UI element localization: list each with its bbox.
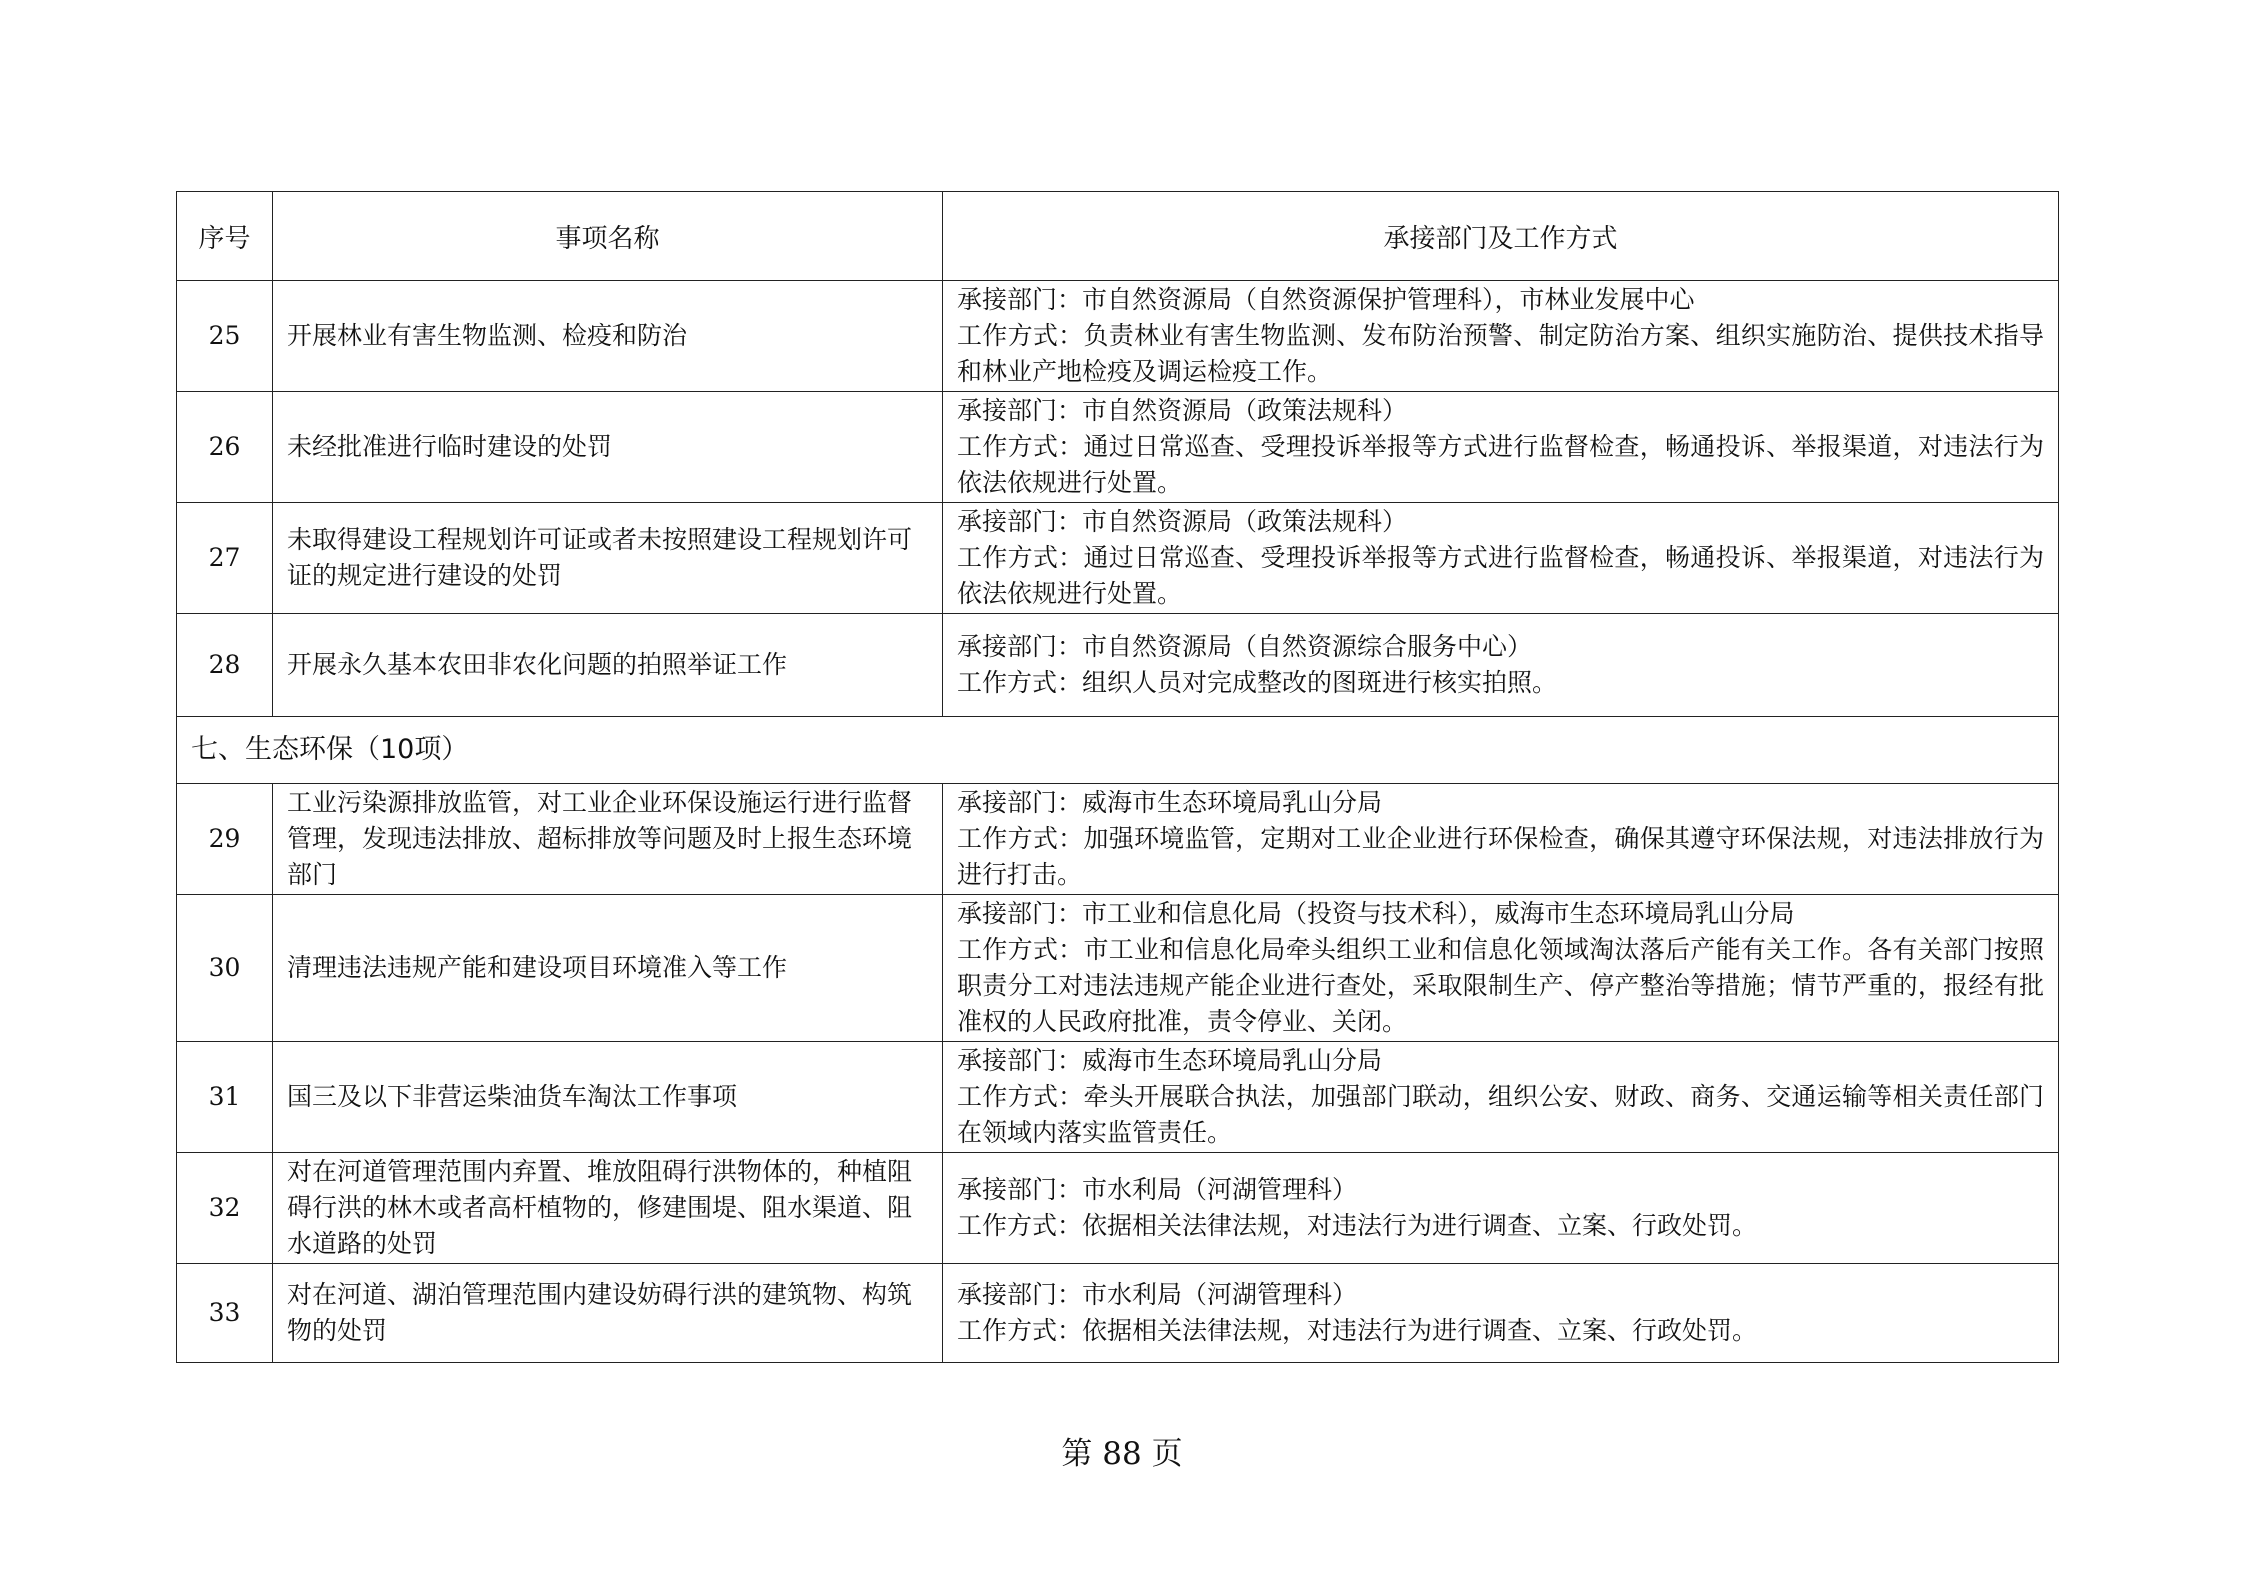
method-label: 工作方式：: [957, 1316, 1083, 1345]
dept-value: 市自然资源局（自然资源保护管理科），市林业发展中心: [1082, 285, 1695, 314]
row-dept: [943, 784, 2059, 895]
row-dept: [943, 1042, 2059, 1153]
dept-value: 市自然资源局（政策法规科）: [1082, 507, 1408, 536]
row-dept: [943, 281, 2059, 392]
dept-value: 威海市生态环境局乳山分局: [1082, 1046, 1383, 1075]
dept-label: 承接部门：: [957, 1280, 1083, 1309]
dept-line: [957, 629, 2044, 665]
table-row: [177, 784, 2059, 895]
row-num: 31: [177, 1042, 273, 1153]
row-name: 工业污染源排放监管，对工业企业环保设施运行进行监督管理，发现违法排放、超标排放等问题及时上报生态环境部门: [273, 784, 943, 895]
method-label: 工作方式：: [957, 321, 1084, 350]
dept-value: 市水利局（河湖管理科）: [1082, 1175, 1358, 1204]
row-dept: [943, 895, 2059, 1042]
row-num: 27: [177, 503, 273, 614]
section-row: [177, 717, 2059, 784]
method-line: [957, 1079, 2044, 1151]
row-dept: [943, 614, 2059, 717]
table-header-row: [177, 192, 2059, 281]
row-name: 未经批准进行临时建设的处罚: [273, 392, 943, 503]
method-label: 工作方式：: [957, 432, 1084, 461]
row-name: 开展永久基本农田非农化问题的拍照举证工作: [273, 614, 943, 717]
row-num: 29: [177, 784, 273, 895]
row-dept: [943, 1153, 2059, 1264]
table-row: [177, 895, 2059, 1042]
method-label: 工作方式：: [957, 824, 1084, 853]
dept-value: 市自然资源局（自然资源综合服务中心）: [1082, 632, 1533, 661]
method-label: 工作方式：: [957, 1082, 1084, 1111]
row-dept: [943, 503, 2059, 614]
dept-label: 承接部门：: [957, 1046, 1083, 1075]
row-num: 32: [177, 1153, 273, 1264]
header-num: 序号: [177, 192, 273, 281]
dept-label: 承接部门：: [957, 507, 1083, 536]
method-value: 负责林业有害生物监测、发布防治预警、制定防治方案、组织实施防治、提供技术指导和林业产地检疫及调运检疫工作。: [957, 321, 2044, 386]
page-number: 第 88 页: [1061, 1436, 1183, 1472]
method-value: 市工业和信息化局牵头组织工业和信息化领域淘汰落后产能有关工作。各有关部门按照职责分工对违法违规产能企业进行查处，采取限制生产、停产整治等措施；情节严重的，报经有批准权的人民政府批准，责令停业、关闭。: [957, 935, 2044, 1036]
method-label: 工作方式：: [957, 1211, 1083, 1240]
row-num: 30: [177, 895, 273, 1042]
header-name: 事项名称: [273, 192, 943, 281]
row-name: 未取得建设工程规划许可证或者未按照建设工程规划许可证的规定进行建设的处罚: [273, 503, 943, 614]
dept-label: 承接部门：: [957, 285, 1083, 314]
row-num: 26: [177, 392, 273, 503]
method-line: [957, 1208, 2044, 1244]
table-row: [177, 392, 2059, 503]
row-num: 25: [177, 281, 273, 392]
dept-value: 市自然资源局（政策法规科）: [1082, 396, 1408, 425]
method-label: 工作方式：: [957, 935, 1084, 964]
method-line: [957, 665, 2044, 701]
row-name: 开展林业有害生物监测、检疫和防治: [273, 281, 943, 392]
dept-line: [957, 393, 2044, 429]
method-value: 加强环境监管，定期对工业企业进行环保检查，确保其遵守环保法规，对违法排放行为进行打击。: [957, 824, 2044, 889]
method-value: 牵头开展联合执法，加强部门联动，组织公安、财政、商务、交通运输等相关责任部门在领域内落实监管责任。: [957, 1082, 2044, 1147]
method-value: 组织人员对完成整改的图斑进行核实拍照。: [1082, 668, 1558, 697]
dept-value: 市工业和信息化局（投资与技术科），威海市生态环境局乳山分局: [1082, 899, 1795, 928]
method-line: [957, 821, 2044, 893]
method-line: [957, 318, 2044, 390]
table-row: [177, 1042, 2059, 1153]
method-line: [957, 1313, 2044, 1349]
row-dept: [943, 392, 2059, 503]
table-row: [177, 1264, 2059, 1363]
method-value: 依据相关法律法规，对违法行为进行调查、立案、行政处罚。: [1082, 1316, 1758, 1345]
dept-line: [957, 896, 2044, 932]
row-name: 对在河道、湖泊管理范围内建设妨碍行洪的建筑物、构筑物的处罚: [273, 1264, 943, 1363]
dept-label: 承接部门：: [957, 1175, 1083, 1204]
dept-value: 市水利局（河湖管理科）: [1082, 1280, 1358, 1309]
row-dept: [943, 1264, 2059, 1363]
dept-line: [957, 785, 2044, 821]
method-value: 通过日常巡查、受理投诉举报等方式进行监督检查，畅通投诉、举报渠道，对违法行为依法依规进行处置。: [957, 543, 2044, 608]
dept-line: [957, 504, 2044, 540]
row-name: 对在河道管理范围内弃置、堆放阻碍行洪物体的，种植阻碍行洪的林木或者高杆植物的，修建围堤、阻水渠道、阻水道路的处罚: [273, 1153, 943, 1264]
method-value: 依据相关法律法规，对违法行为进行调查、立案、行政处罚。: [1082, 1211, 1758, 1240]
section-title: 七、生态环保（10项）: [177, 717, 2059, 784]
table-row: [177, 1153, 2059, 1264]
dept-line: [957, 1172, 2044, 1208]
header-dept: 承接部门及工作方式: [943, 192, 2059, 281]
method-line: [957, 932, 2044, 1040]
method-line: [957, 540, 2044, 612]
table-row: [177, 281, 2059, 392]
method-line: [957, 429, 2044, 501]
dept-line: [957, 1277, 2044, 1313]
matters-table: [176, 191, 2059, 1363]
row-name: 清理违法违规产能和建设项目环境准入等工作: [273, 895, 943, 1042]
table-row: [177, 614, 2059, 717]
table-row: [177, 503, 2059, 614]
dept-label: 承接部门：: [957, 788, 1083, 817]
dept-value: 威海市生态环境局乳山分局: [1082, 788, 1383, 817]
dept-line: [957, 1043, 2044, 1079]
dept-label: 承接部门：: [957, 632, 1083, 661]
dept-line: [957, 282, 2044, 318]
dept-label: 承接部门：: [957, 396, 1083, 425]
row-num: 28: [177, 614, 273, 717]
method-label: 工作方式：: [957, 543, 1084, 572]
dept-label: 承接部门：: [957, 899, 1083, 928]
method-label: 工作方式：: [957, 668, 1083, 697]
row-name: 国三及以下非营运柴油货车淘汰工作事项: [273, 1042, 943, 1153]
method-value: 通过日常巡查、受理投诉举报等方式进行监督检查，畅通投诉、举报渠道，对违法行为依法依规进行处置。: [957, 432, 2044, 497]
row-num: 33: [177, 1264, 273, 1363]
